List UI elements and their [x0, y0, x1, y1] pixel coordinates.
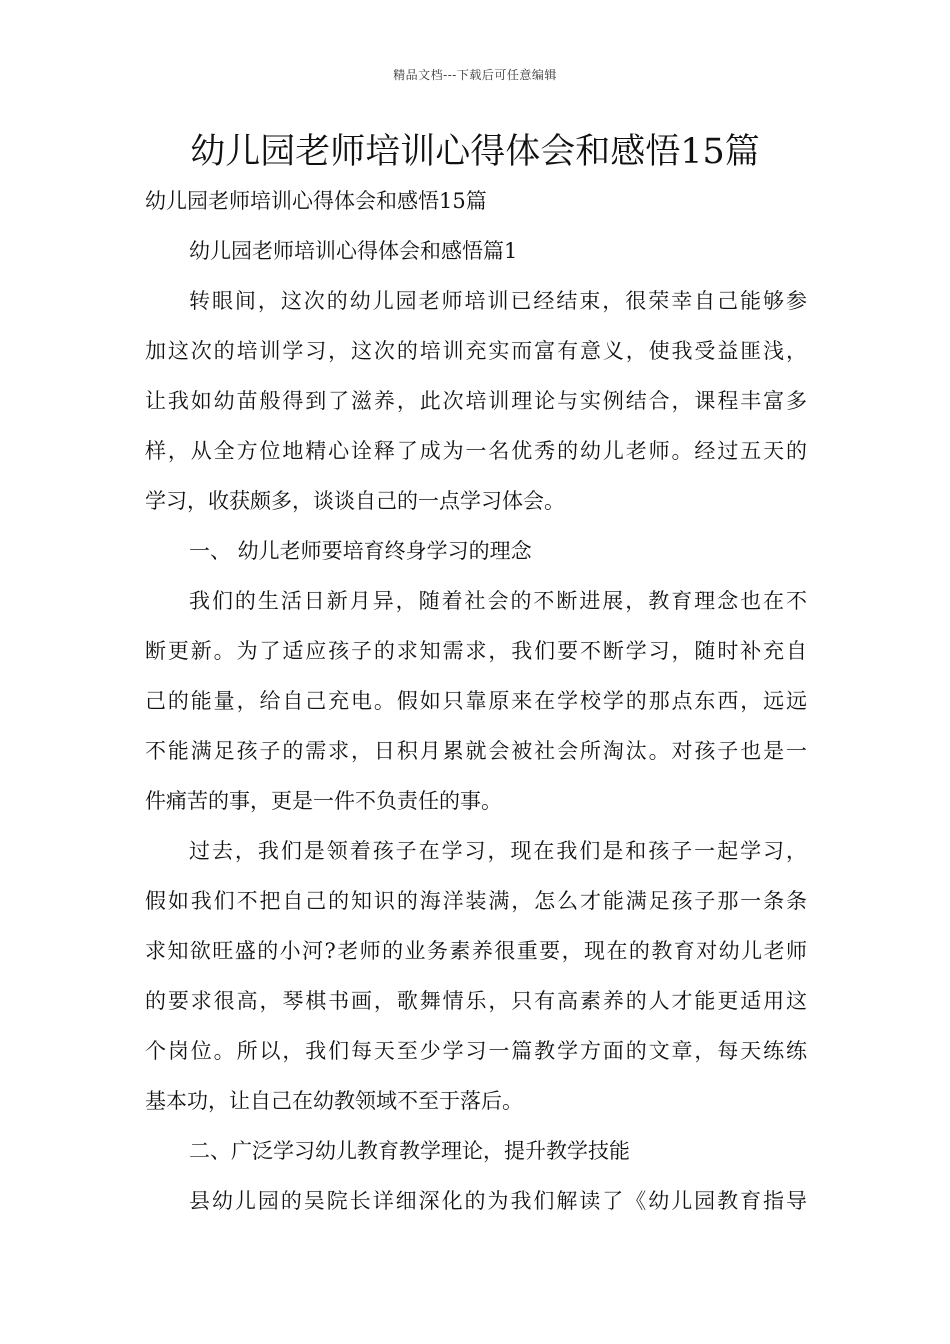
text-line: 己的能量，给自己充电。假如只靠原来在学校学的那点东西，远远: [145, 689, 807, 713]
text-line: 的要求很高，琴棋书画，歌舞情乐，只有高素养的人才能更适用这: [145, 989, 807, 1013]
text-line: 求知欲旺盛的小河?老师的业务素养很重要，现在的教育对幼儿老师: [145, 939, 807, 963]
text-line: 件痛苦的事，更是一件不负责任的事。: [145, 789, 502, 813]
text-line: 幼儿园老师培训心得体会和感悟篇1: [189, 239, 518, 263]
text-line: 不能满足孩子的需求，日积月累就会被社会所淘汰。对孩子也是一: [145, 739, 807, 763]
text-line: 二、广泛学习幼儿教育教学理论，提升教学技能: [189, 1139, 630, 1163]
text-line: 一、 幼儿老师要培育终身学习的理念: [189, 539, 532, 563]
text-line: 样，从全方位地精心诠释了成为一名优秀的幼儿老师。经过五天的: [145, 439, 807, 463]
text-line: 学习，收获颇多，谈谈自己的一点学习体会。: [145, 489, 565, 513]
text-line: 基本功，让自己在幼教领域不至于落后。: [145, 1089, 523, 1113]
text-line: 假如我们不把自己的知识的海洋装满，怎么才能满足孩子那一条条: [145, 889, 807, 913]
text-line: 县幼儿园的吴院长详细深化的为我们解读了《幼儿园教育指导: [189, 1189, 807, 1213]
text-line: 个岗位。所以，我们每天至少学习一篇教学方面的文章，每天练练: [145, 1039, 807, 1063]
document-title: 幼儿园老师培训心得体会和感悟15篇: [190, 132, 760, 172]
text-line: 加这次的培训学习，这次的培训充实而富有意义，使我受益匪浅，: [145, 339, 807, 363]
text-line: 让我如幼苗般得到了滋养，此次培训理论与实例结合，课程丰富多: [145, 389, 807, 413]
text-line: 转眼间，这次的幼儿园老师培训已经结束，很荣幸自己能够参: [189, 289, 807, 313]
text-line: 过去，我们是领着孩子在学习，现在我们是和孩子一起学习，: [189, 839, 807, 863]
text-line: 我们的生活日新月异，随着社会的不断进展，教育理念也在不: [189, 589, 807, 613]
text-line: 断更新。为了适应孩子的求知需求，我们要不断学习，随时补充自: [145, 639, 807, 663]
header-note: 精品文档---下载后可任意编辑: [393, 68, 557, 82]
text-line: 幼儿园老师培训心得体会和感悟15篇: [145, 189, 487, 213]
document-body: [145, 176, 807, 1226]
